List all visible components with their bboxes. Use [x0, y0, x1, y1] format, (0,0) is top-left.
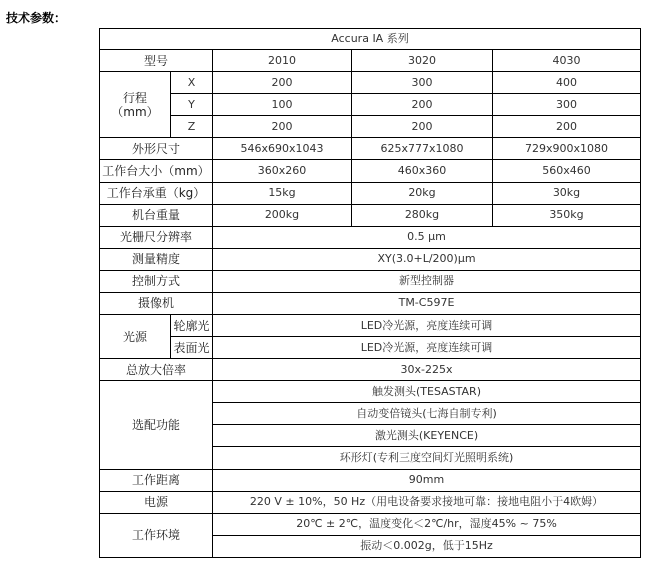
table-row-working-distance — [100, 469, 641, 491]
surface-light-value: LED冷光源，亮度连续可调 — [213, 337, 641, 359]
options-label: 选配功能 — [100, 381, 213, 469]
table-load-label: 工作台承重（kg） — [100, 182, 213, 204]
option-item: 触发测头(TESASTAR) — [213, 381, 641, 403]
table-row-environment-1 — [100, 513, 641, 535]
environment-line: 20℃ ± 2℃，温度变化＜2℃/hr，湿度45% ~ 75% — [213, 513, 641, 535]
table-row-table-load — [100, 182, 641, 204]
travel-value: 200 — [213, 72, 352, 94]
table-row-table-size — [100, 160, 641, 182]
table-row-control — [100, 270, 641, 292]
table-row-travel-y — [100, 94, 641, 116]
axis-label: Z — [171, 116, 213, 138]
dimensions-value: 729x900x1080 — [493, 138, 641, 160]
series-title-cell: Accura IA 系列 — [100, 29, 641, 50]
grating-resolution-label: 光栅尺分辨率 — [100, 226, 213, 248]
travel-value: 200 — [213, 116, 352, 138]
option-item: 环形灯(专利三度空间灯光照明系统) — [213, 447, 641, 469]
environment-label: 工作环境 — [100, 513, 213, 557]
table-row-magnification — [100, 359, 641, 381]
axis-label: X — [171, 72, 213, 94]
dimensions-value: 546x690x1043 — [213, 138, 352, 160]
option-item: 自动变倍镜头(七海自制专利) — [213, 403, 641, 425]
model-value: 3020 — [352, 50, 493, 72]
travel-value: 200 — [493, 116, 641, 138]
control-label: 控制方式 — [100, 270, 213, 292]
table-row-camera — [100, 292, 641, 314]
surface-light-label: 表面光 — [171, 337, 213, 359]
axis-label: Y — [171, 94, 213, 116]
dimensions-value: 625x777x1080 — [352, 138, 493, 160]
table-row-dimensions — [100, 138, 641, 160]
section-heading: 技术参数： — [6, 11, 67, 25]
model-value: 2010 — [213, 50, 352, 72]
dimensions-label: 外形尺寸 — [100, 138, 213, 160]
magnification-label: 总放大倍率 — [100, 359, 213, 381]
table-row-light-contour — [100, 315, 641, 337]
table-load-value: 20kg — [352, 182, 493, 204]
power-label: 电源 — [100, 491, 213, 513]
option-item: 激光测头(KEYENCE) — [213, 425, 641, 447]
table-load-value: 30kg — [493, 182, 641, 204]
table-row-light-surface — [100, 337, 641, 359]
table-row-grating-resolution — [100, 226, 641, 248]
table-row-travel-x — [100, 72, 641, 94]
table-size-value: 360x260 — [213, 160, 352, 182]
table-row-series — [100, 29, 641, 50]
accuracy-value: XY(3.0+L/200)μm — [213, 248, 641, 270]
camera-value: TM-C597E — [213, 292, 641, 314]
machine-weight-value: 280kg — [352, 204, 493, 226]
machine-weight-value: 200kg — [213, 204, 352, 226]
working-distance-value: 90mm — [213, 469, 641, 491]
travel-label-line1: 行程 — [122, 90, 147, 105]
contour-light-label: 轮廓光 — [171, 315, 213, 337]
travel-value: 300 — [352, 72, 493, 94]
machine-weight-label: 机台重量 — [100, 204, 213, 226]
table-row-power — [100, 491, 641, 513]
table-size-value: 460x360 — [352, 160, 493, 182]
table-row-travel-z — [100, 116, 641, 138]
table-size-value: 560x460 — [493, 160, 641, 182]
working-distance-label: 工作距离 — [100, 469, 213, 491]
model-label: 型号 — [100, 50, 213, 72]
travel-label-unit: （mm） — [111, 104, 159, 119]
model-value: 4030 — [493, 50, 641, 72]
power-value: 220 V ± 10%，50 Hz（用电设备要求接地可靠：接地电阻小于4欧姆） — [213, 491, 641, 513]
table-size-label: 工作台大小（mm） — [100, 160, 213, 182]
contour-light-value: LED冷光源，亮度连续可调 — [213, 315, 641, 337]
table-row-model — [100, 50, 641, 72]
table-row-accuracy — [100, 248, 641, 270]
accuracy-label: 测量精度 — [100, 248, 213, 270]
light-source-label: 光源 — [100, 315, 171, 359]
travel-label — [100, 72, 171, 138]
environment-line: 振动＜0.002g，低于15Hz — [213, 535, 641, 557]
table-load-value: 15kg — [213, 182, 352, 204]
travel-value: 200 — [352, 116, 493, 138]
travel-value: 100 — [213, 94, 352, 116]
control-value: 新型控制器 — [213, 270, 641, 292]
camera-label: 摄像机 — [100, 292, 213, 314]
travel-value: 400 — [493, 72, 641, 94]
magnification-value: 30x-225x — [213, 359, 641, 381]
table-row-option-1 — [100, 381, 641, 403]
spec-table — [99, 28, 641, 558]
grating-resolution-value: 0.5 μm — [213, 226, 641, 248]
machine-weight-value: 350kg — [493, 204, 641, 226]
travel-value: 300 — [493, 94, 641, 116]
table-row-machine-weight — [100, 204, 641, 226]
travel-value: 200 — [352, 94, 493, 116]
